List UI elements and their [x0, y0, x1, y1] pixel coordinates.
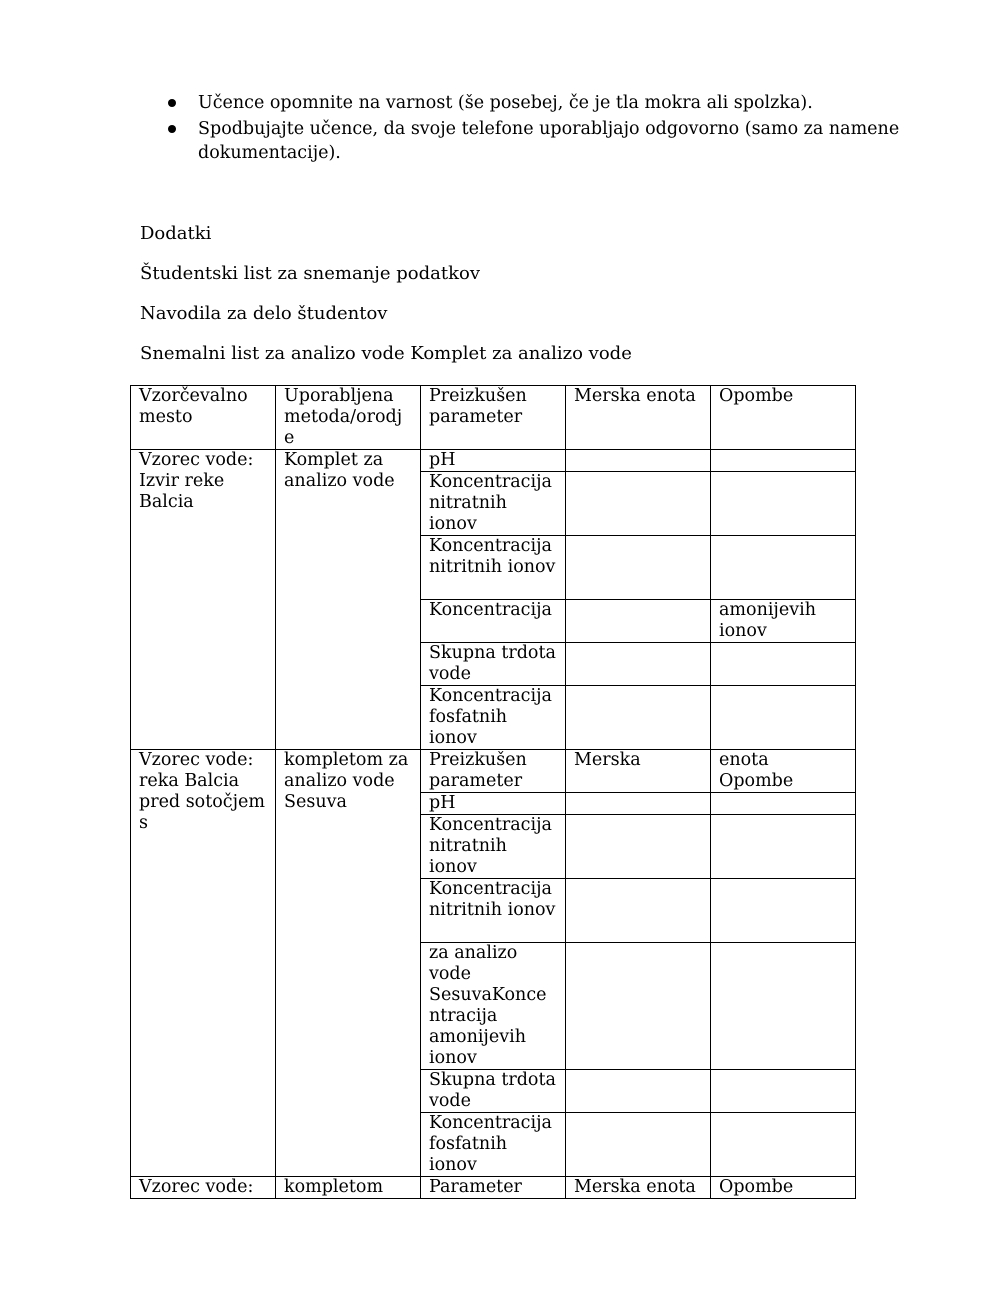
note-cell: Opombe: [711, 1177, 856, 1199]
list-item: [140, 117, 940, 165]
param-cell: pH: [421, 793, 566, 815]
note-cell: [711, 686, 856, 750]
table-row: [131, 750, 856, 793]
note-cell: [711, 450, 856, 472]
bullet-icon: [168, 99, 176, 107]
unit-cell: [566, 793, 711, 815]
header-cell: Vzorčevalno mesto: [131, 386, 276, 450]
method-cell: Komplet za analizo vode: [276, 450, 421, 750]
bullet-icon: [168, 125, 176, 133]
note-cell: [711, 472, 856, 536]
unit-cell: Merska: [566, 750, 711, 793]
param-cell: Parameter: [421, 1177, 566, 1199]
note-cell: amonijevih ionov: [711, 600, 856, 643]
table-row: [131, 450, 856, 472]
param-cell: Preizkušen parameter: [421, 750, 566, 793]
student-sheet-line: Študentski list za snemanje podatkov: [140, 263, 481, 284]
bullet-text: Spodbujajte učence, da svoje telefone uporabljajo odgovorno (samo za namene dokumentacije).: [198, 119, 900, 163]
unit-cell: [566, 472, 711, 536]
param-cell: za analizo vode SesuvaKoncentracija amonijevih ionov: [421, 943, 566, 1070]
table-row: [131, 1177, 856, 1199]
param-cell: pH: [421, 450, 566, 472]
site-cell: Vzorec vode:: [131, 1177, 276, 1199]
table-header-row: [131, 386, 856, 450]
param-cell: Koncentracija nitratnih ionov: [421, 472, 566, 536]
unit-cell: [566, 1070, 711, 1113]
param-cell: Koncentracija nitritnih ionov: [421, 536, 566, 600]
param-cell: Skupna trdota vode: [421, 643, 566, 686]
header-cell: Uporabljena metoda/orodje: [276, 386, 421, 450]
param-cell: Koncentracija: [421, 600, 566, 643]
site-cell: Vzorec vode: reka Balcia pred sotočjem s: [131, 750, 276, 1177]
header-cell: Preizkušen parameter: [421, 386, 566, 450]
site-cell: Vzorec vode: Izvir reke Balcia: [131, 450, 276, 750]
unit-cell: Merska enota: [566, 1177, 711, 1199]
unit-cell: [566, 536, 711, 600]
unit-cell: [566, 1113, 711, 1177]
note-cell: [711, 1070, 856, 1113]
note-cell: [711, 536, 856, 600]
unit-cell: [566, 943, 711, 1070]
section-heading: Dodatki: [140, 223, 212, 244]
method-cell: kompletom: [276, 1177, 421, 1199]
recording-sheet-line: Snemalni list za analizo vode Komplet za analizo vode: [140, 343, 632, 364]
note-cell: [711, 1113, 856, 1177]
note-cell: enota Opombe: [711, 750, 856, 793]
unit-cell: [566, 879, 711, 943]
param-cell: Koncentracija nitratnih ionov: [421, 815, 566, 879]
note-cell: [711, 879, 856, 943]
bullet-list: [140, 91, 940, 167]
instructions-line: Navodila za delo študentov: [140, 303, 388, 324]
bullet-text: Učence opomnite na varnost (še posebej, če je tla mokra ali spolzka).: [198, 93, 813, 113]
param-cell: Koncentracija fosfatnih ionov: [421, 686, 566, 750]
header-cell: Opombe: [711, 386, 856, 450]
note-cell: [711, 643, 856, 686]
method-cell: kompletom za analizo vode Sesuva: [276, 750, 421, 1177]
note-cell: [711, 815, 856, 879]
param-cell: Skupna trdota vode: [421, 1070, 566, 1113]
unit-cell: [566, 686, 711, 750]
note-cell: [711, 943, 856, 1070]
unit-cell: [566, 815, 711, 879]
note-cell: [711, 793, 856, 815]
unit-cell: [566, 600, 711, 643]
param-cell: Koncentracija nitritnih ionov: [421, 879, 566, 943]
unit-cell: [566, 450, 711, 472]
param-cell: Koncentracija fosfatnih ionov: [421, 1113, 566, 1177]
unit-cell: [566, 643, 711, 686]
header-cell: Merska enota: [566, 386, 711, 450]
list-item: [140, 91, 940, 115]
water-analysis-table: [130, 385, 856, 1199]
